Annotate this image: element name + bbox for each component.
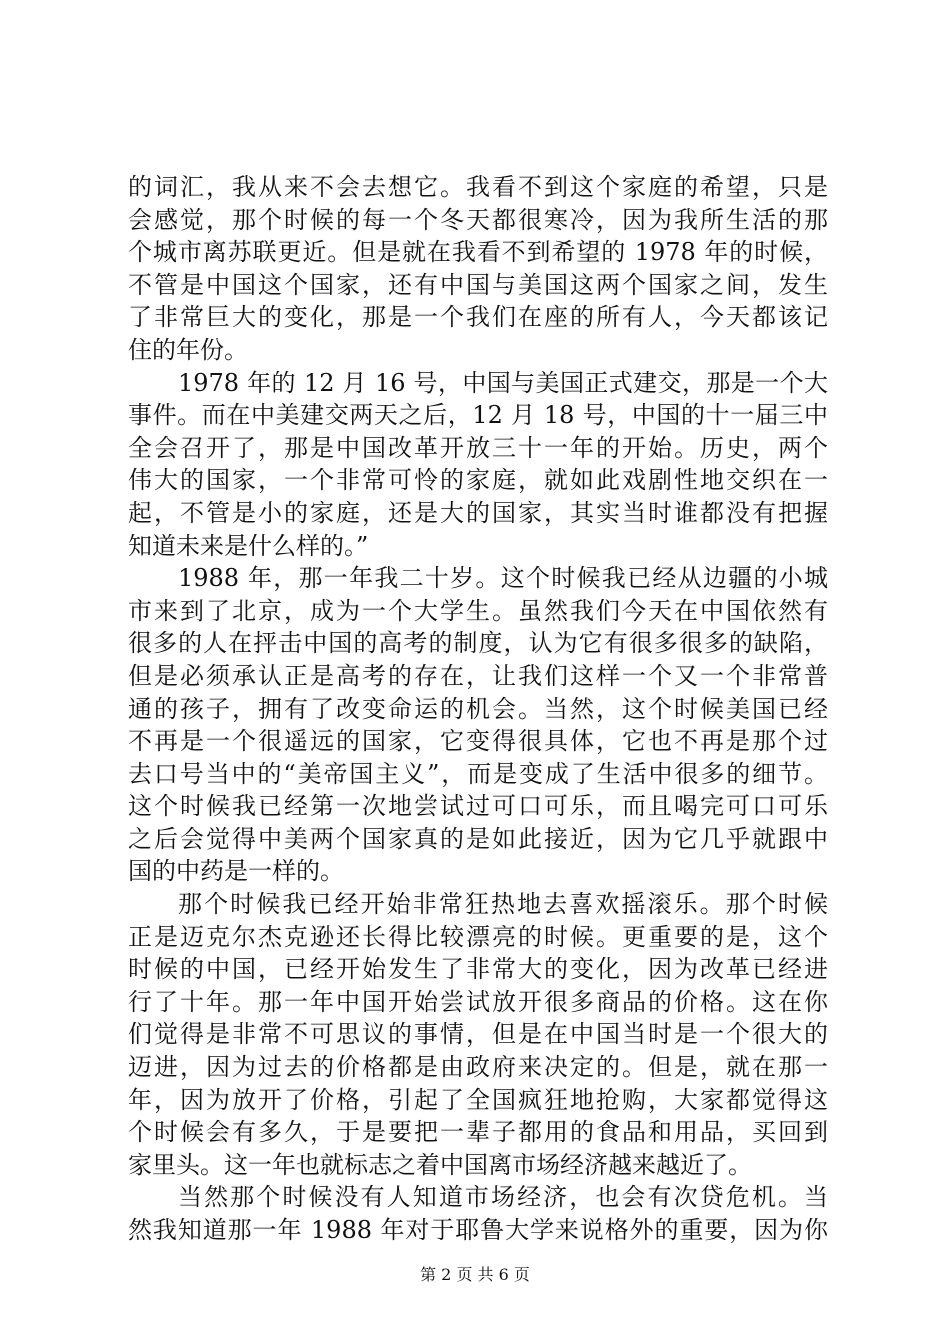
text-line: 时候的中国，已经开始发生了非常大的变化，因为改革已经进 [128,955,828,984]
text-line: 起，不管是小的家庭，还是大的国家，其实当时谁都没有把握 [128,498,828,527]
text-line: 全会召开了，那是中国改革开放三十一年的开始。历史，两个 [128,433,828,462]
text-line: 然我知道那一年 1988 年对于耶鲁大学来说格外的重要，因为你 [128,1216,828,1244]
text-line: 不再是一个很遥远的国家，它变得很具体，它也不再是那个过 [128,727,828,756]
text-line: 事件。而在中美建交两天之后，12 月 18 号，中国的十一届三中 [128,401,828,430]
page-footer: 第 2 页 共 6 页 [420,1265,530,1284]
text-line: 通的孩子，拥有了改变命运的机会。当然，这个时候美国已经 [128,694,828,723]
text-line: 但是必须承认正是高考的存在，让我们这样一个又一个非常普 [128,661,828,690]
body-text [128,171,828,1247]
text-line: 那个时候我已经开始非常狂热地去喜欢摇滚乐。那个时候 [178,890,828,919]
text-line: 当然那个时候没有人知道市场经济，也会有次贷危机。当 [178,1183,828,1212]
text-line: 的词汇，我从来不会去想它。我看不到这个家庭的希望，只是 [128,173,828,201]
text-line: 1988 年，那一年我二十岁。这个时候我已经从边疆的小城 [178,564,828,593]
text-line: 行了十年。那一年中国开始尝试放开很多商品的价格。这在你 [128,987,828,1016]
text-line: 市来到了北京，成为一个大学生。虽然我们今天在中国依然有 [128,596,828,625]
text-line: 住的年份。 [128,335,248,364]
text-line: 之后会觉得中美两个国家真的是如此接近，因为它几乎就跟中 [128,824,828,853]
text-line: 年，因为放开了价格，引起了全国疯狂地抢购，大家都觉得这 [128,1085,828,1114]
text-line: 正是迈克尔杰克逊还长得比较漂亮的时候。更重要的是，这个 [128,922,828,951]
text-line: 不管是中国这个国家，还有中国与美国这两个国家之间，发生 [128,270,828,299]
text-line: 去口号当中的“美帝国主义”，而是变成了生活中很多的细节。 [128,759,828,788]
text-line: 知道未来是什么样的。” [128,531,369,560]
text-line: 迈进，因为过去的价格都是由政府来决定的。但是，就在那一 [128,1053,828,1082]
text-line: 家里头。这一年也就标志之着中国离市场经济越来越近了。 [128,1150,752,1179]
text-line: 们觉得是非常不可思议的事情，但是在中国当时是一个很大的 [128,1020,828,1049]
text-line: 国的中药是一样的。 [128,857,344,886]
text-line: 伟大的国家，一个非常可怜的家庭，就如此戏剧性地交织在一 [128,466,828,495]
text-line: 很多的人在抨击中国的高考的制度，认为它有很多很多的缺陷， [128,629,828,658]
text-line: 1978 年的 12 月 16 号，中国与美国正式建交，那是一个大 [178,368,828,397]
text-line: 个时候会有多久，于是要把一辈子都用的食品和用品，买回到 [128,1118,828,1147]
text-line: 这个时候我已经第一次地尝试过可口可乐，而且喝完可口可乐 [128,792,828,821]
text-line: 会感觉，那个时候的每一个冬天都很寒冷，因为我所生活的那 [128,205,828,234]
text-line: 个城市离苏联更近。但是就在我看不到希望的 1978 年的时候， [128,238,828,267]
text-line: 了非常巨大的变化，那是一个我们在座的所有人，今天都该记 [128,303,828,332]
